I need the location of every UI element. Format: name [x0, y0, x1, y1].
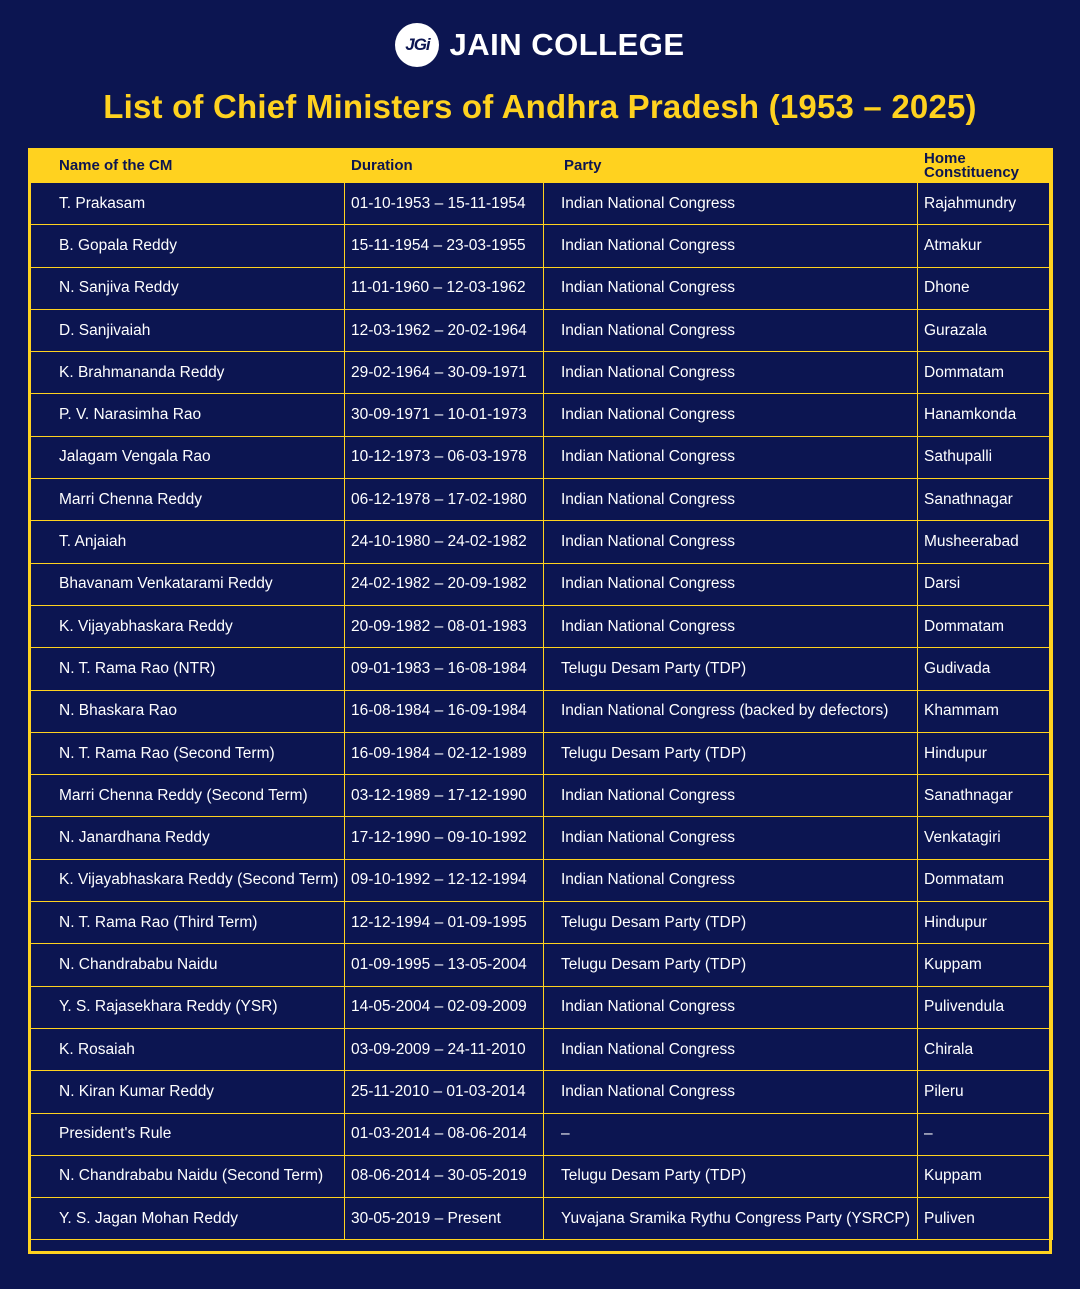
cell-constituency: Khammam	[918, 690, 1053, 732]
cell-constituency: Kuppam	[918, 944, 1053, 986]
table-row	[29, 986, 1053, 1028]
table-row	[29, 1113, 1053, 1155]
cell-name: B. Gopala Reddy	[29, 225, 345, 267]
cell-name: Y. S. Rajasekhara Reddy (YSR)	[29, 986, 345, 1028]
cell-duration: 17-12-1990 – 09-10-1992	[345, 817, 544, 859]
cell-name: D. Sanjivaiah	[29, 309, 345, 351]
cell-duration: 08-06-2014 – 30-05-2019	[345, 1155, 544, 1197]
cell-party: Telugu Desam Party (TDP)	[544, 902, 918, 944]
table-row	[29, 394, 1053, 436]
header-home-constituency: Home Constituency	[918, 149, 1053, 183]
cell-constituency: Sanathnagar	[918, 775, 1053, 817]
cell-duration: 01-09-1995 – 13-05-2004	[345, 944, 544, 986]
cell-duration: 14-05-2004 – 02-09-2009	[345, 986, 544, 1028]
page-title: List of Chief Ministers of Andhra Pradesh (1953 – 2025)	[103, 88, 977, 125]
cell-name: N. Bhaskara Rao	[29, 690, 345, 732]
cell-party: Indian National Congress	[544, 183, 918, 225]
table-row	[29, 479, 1053, 521]
header-duration: Duration	[345, 149, 544, 183]
cell-party: Indian National Congress	[544, 352, 918, 394]
table-row	[29, 605, 1053, 647]
table-row	[29, 1155, 1053, 1197]
cell-duration: 03-12-1989 – 17-12-1990	[345, 775, 544, 817]
cell-duration: 16-08-1984 – 16-09-1984	[345, 690, 544, 732]
cell-name: Jalagam Vengala Rao	[29, 436, 345, 478]
cell-duration: 06-12-1978 – 17-02-1980	[345, 479, 544, 521]
table-row	[29, 267, 1053, 309]
table-row	[29, 225, 1053, 267]
table-row	[29, 944, 1053, 986]
cell-constituency: Rajahmundry	[918, 183, 1053, 225]
cell-duration: 11-01-1960 – 12-03-1962	[345, 267, 544, 309]
cell-name: N. Kiran Kumar Reddy	[29, 1071, 345, 1113]
cell-constituency: Gudivada	[918, 648, 1053, 690]
table-row	[29, 902, 1053, 944]
cell-name: N. T. Rama Rao (Third Term)	[29, 902, 345, 944]
cell-party: Telugu Desam Party (TDP)	[544, 1155, 918, 1197]
cell-name: N. Chandrababu Naidu (Second Term)	[29, 1155, 345, 1197]
table-row	[29, 775, 1053, 817]
cell-duration: 30-09-1971 – 10-01-1973	[345, 394, 544, 436]
table-row	[29, 183, 1053, 225]
table-body	[29, 183, 1053, 1240]
cell-duration: 01-03-2014 – 08-06-2014	[345, 1113, 544, 1155]
cell-constituency: Venkatagiri	[918, 817, 1053, 859]
cell-name: Marri Chenna Reddy (Second Term)	[29, 775, 345, 817]
cell-party: Indian National Congress	[544, 775, 918, 817]
cell-duration: 24-02-1982 – 20-09-1982	[345, 563, 544, 605]
cell-name: President's Rule	[29, 1113, 345, 1155]
cell-party: Indian National Congress	[544, 394, 918, 436]
cell-party: Indian National Congress	[544, 267, 918, 309]
cell-party: Indian National Congress	[544, 563, 918, 605]
cell-duration: 12-12-1994 – 01-09-1995	[345, 902, 544, 944]
cell-name: N. T. Rama Rao (Second Term)	[29, 732, 345, 774]
cell-constituency: –	[918, 1113, 1053, 1155]
cell-name: K. Rosaiah	[29, 1028, 345, 1070]
cell-name: K. Vijayabhaskara Reddy	[29, 605, 345, 647]
cell-constituency: Kuppam	[918, 1155, 1053, 1197]
cell-constituency: Sathupalli	[918, 436, 1053, 478]
cell-constituency: Chirala	[918, 1028, 1053, 1070]
cell-party: Indian National Congress	[544, 479, 918, 521]
cell-constituency: Puliven	[918, 1198, 1053, 1240]
cell-constituency: Hanamkonda	[918, 394, 1053, 436]
cell-name: P. V. Narasimha Rao	[29, 394, 345, 436]
cell-name: T. Anjaiah	[29, 521, 345, 563]
cell-duration: 20-09-1982 – 08-01-1983	[345, 605, 544, 647]
cell-party: Telugu Desam Party (TDP)	[544, 732, 918, 774]
cell-name: Bhavanam Venkatarami Reddy	[29, 563, 345, 605]
cell-constituency: Dhone	[918, 267, 1053, 309]
table-row	[29, 1028, 1053, 1070]
header-name: Name of the CM	[29, 149, 345, 183]
cell-name: N. Sanjiva Reddy	[29, 267, 345, 309]
table-row	[29, 563, 1053, 605]
college-logo	[395, 23, 439, 67]
cell-name: K. Brahmananda Reddy	[29, 352, 345, 394]
college-name: JAIN COLLEGE	[449, 27, 685, 62]
table-row	[29, 521, 1053, 563]
cell-party: Indian National Congress	[544, 225, 918, 267]
cell-constituency: Dommatam	[918, 605, 1053, 647]
cell-duration: 03-09-2009 – 24-11-2010	[345, 1028, 544, 1070]
cell-party: Indian National Congress	[544, 817, 918, 859]
cell-party: Indian National Congress	[544, 436, 918, 478]
cell-constituency: Atmakur	[918, 225, 1053, 267]
cell-duration: 09-01-1983 – 16-08-1984	[345, 648, 544, 690]
cell-party: Telugu Desam Party (TDP)	[544, 648, 918, 690]
table-row	[29, 1071, 1053, 1113]
cell-duration: 24-10-1980 – 24-02-1982	[345, 521, 544, 563]
cell-duration: 30-05-2019 – Present	[345, 1198, 544, 1240]
cell-constituency: Hindupur	[918, 732, 1053, 774]
cell-constituency: Gurazala	[918, 309, 1053, 351]
cell-name: Marri Chenna Reddy	[29, 479, 345, 521]
cell-constituency: Sanathnagar	[918, 479, 1053, 521]
table-row	[29, 817, 1053, 859]
cell-party: Indian National Congress (backed by defectors)	[544, 690, 918, 732]
cell-party: Indian National Congress	[544, 859, 918, 901]
cell-party: Yuvajana Sramika Rythu Congress Party (YSRCP)	[544, 1198, 918, 1240]
cm-table-container	[28, 148, 1052, 1254]
cell-party: Indian National Congress	[544, 309, 918, 351]
cell-name: K. Vijayabhaskara Reddy (Second Term)	[29, 859, 345, 901]
cell-duration: 25-11-2010 – 01-03-2014	[345, 1071, 544, 1113]
cell-constituency: Pulivendula	[918, 986, 1053, 1028]
cell-party: Indian National Congress	[544, 521, 918, 563]
cell-duration: 29-02-1964 – 30-09-1971	[345, 352, 544, 394]
table-row	[29, 690, 1053, 732]
cell-duration: 01-10-1953 – 15-11-1954	[345, 183, 544, 225]
cell-constituency: Pileru	[918, 1071, 1053, 1113]
header-party: Party	[544, 149, 918, 183]
cell-duration: 10-12-1973 – 06-03-1978	[345, 436, 544, 478]
cell-duration: 16-09-1984 – 02-12-1989	[345, 732, 544, 774]
cell-name: N. T. Rama Rao (NTR)	[29, 648, 345, 690]
table-row	[29, 309, 1053, 351]
cell-constituency: Musheerabad	[918, 521, 1053, 563]
cell-party: Indian National Congress	[544, 605, 918, 647]
cell-party: Telugu Desam Party (TDP)	[544, 944, 918, 986]
cell-party: –	[544, 1113, 918, 1155]
brand-header	[0, 23, 1080, 67]
table-row	[29, 352, 1053, 394]
cell-name: N. Janardhana Reddy	[29, 817, 345, 859]
cell-name: Y. S. Jagan Mohan Reddy	[29, 1198, 345, 1240]
cell-party: Indian National Congress	[544, 986, 918, 1028]
table-row	[29, 1198, 1053, 1240]
cell-constituency: Dommatam	[918, 859, 1053, 901]
cell-party: Indian National Congress	[544, 1028, 918, 1070]
table-row	[29, 436, 1053, 478]
cell-duration: 09-10-1992 – 12-12-1994	[345, 859, 544, 901]
cell-constituency: Hindupur	[918, 902, 1053, 944]
cell-duration: 15-11-1954 – 23-03-1955	[345, 225, 544, 267]
table-row	[29, 732, 1053, 774]
table-row	[29, 648, 1053, 690]
table-header-row	[29, 149, 1053, 183]
cell-party: Indian National Congress	[544, 1071, 918, 1113]
cell-constituency: Dommatam	[918, 352, 1053, 394]
chief-ministers-table	[28, 148, 1053, 1240]
logo-text: JGi	[405, 35, 430, 54]
cell-name: T. Prakasam	[29, 183, 345, 225]
cell-name: N. Chandrababu Naidu	[29, 944, 345, 986]
cell-constituency: Darsi	[918, 563, 1053, 605]
cell-duration: 12-03-1962 – 20-02-1964	[345, 309, 544, 351]
table-row	[29, 859, 1053, 901]
